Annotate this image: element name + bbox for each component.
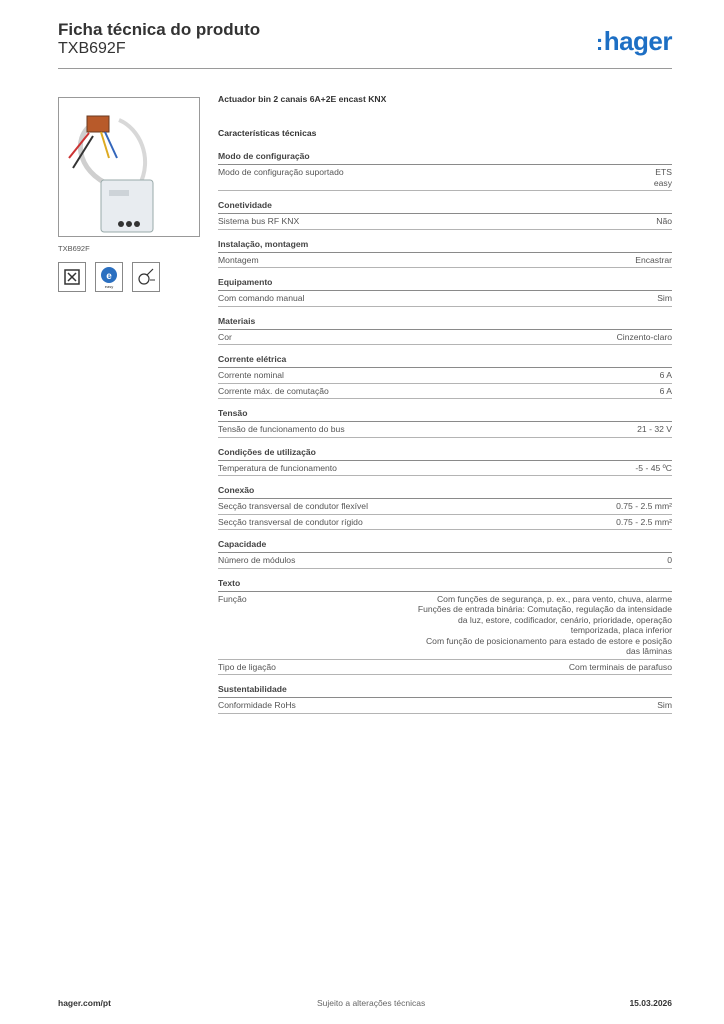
spec-value-line: das lâminas — [626, 646, 672, 656]
section-heading: Equipamento — [218, 277, 672, 291]
spec-row — [218, 368, 672, 384]
spec-value-line: Com funções de segurança, p. ex., para vento, chuva, alarme — [436, 593, 672, 604]
hager-logo: :hager — [595, 26, 672, 56]
spec-row — [218, 422, 672, 438]
spec-value — [660, 370, 672, 381]
spec-value-line: 0.75 - 2.5 mm² — [616, 516, 672, 527]
spec-value-line: 0.75 - 2.5 mm² — [616, 501, 672, 511]
spec-key: Corrente máx. de comutação — [218, 385, 329, 396]
spec-row — [218, 592, 672, 660]
spec-value — [667, 555, 672, 566]
spec-value-line: 21 - 32 V — [637, 424, 672, 434]
spec-section — [218, 578, 672, 676]
spec-key: Cor — [218, 331, 232, 342]
spec-section — [218, 239, 672, 269]
page-title: Ficha técnica do produto — [58, 20, 261, 39]
spec-value — [569, 662, 672, 673]
spec-value-line: Com função de posicionamento para estado de estore e posição — [425, 635, 672, 646]
spec-section — [218, 539, 672, 569]
spec-value-line: Sim — [657, 293, 672, 303]
spec-key: Com comando manual — [218, 293, 305, 303]
spec-row — [218, 461, 672, 477]
spec-key: Secção transversal de condutor rígido — [218, 516, 363, 527]
section-heading: Conetividade — [218, 200, 672, 214]
spec-value — [660, 386, 672, 397]
spec-value — [418, 594, 672, 657]
spec-row — [218, 165, 672, 191]
spec-key: Conformidade RoHs — [218, 700, 296, 710]
spec-key: Tensão de funcionamento do bus — [218, 424, 345, 434]
spec-row — [218, 253, 672, 269]
footer-date: 15.03.2026 — [629, 998, 672, 1008]
spec-key: Tipo de ligação — [218, 661, 276, 672]
spec-value-line: Com terminais de parafuso — [568, 661, 672, 672]
spec-section — [218, 408, 672, 438]
spec-row — [218, 330, 672, 346]
spec-value — [656, 216, 672, 227]
section-heading: Texto — [218, 578, 672, 592]
spec-key: Temperatura de funcionamento — [218, 462, 337, 473]
spec-value — [657, 700, 672, 711]
svg-text:e: e — [106, 271, 112, 282]
spec-value-line: Não — [656, 216, 672, 226]
spec-section — [218, 316, 672, 346]
section-heading: Condições de utilização — [218, 447, 672, 461]
spec-value — [657, 293, 672, 304]
easy-icon — [95, 262, 123, 292]
spec-section — [218, 277, 672, 307]
spec-value — [635, 255, 672, 266]
spec-section — [218, 684, 672, 714]
spec-value-line: 6 A — [659, 385, 672, 396]
spec-key: Sistema bus RF KNX — [218, 216, 300, 226]
section-heading: Capacidade — [218, 539, 672, 553]
badge-row — [58, 262, 160, 292]
ip-protection-icon — [58, 262, 86, 292]
section-heading: Modo de configuração — [218, 151, 672, 165]
section-heading: Conexão — [218, 485, 672, 499]
spec-row — [218, 515, 672, 531]
section-heading: Instalação, montagem — [218, 239, 672, 253]
spec-value-line: Funções de entrada binária: Comutação, regulação da intensidade — [417, 604, 672, 614]
spec-section — [218, 151, 672, 191]
spec-row — [218, 384, 672, 400]
spec-value-line: ETS — [655, 167, 672, 177]
section-heading: Tensão — [218, 408, 672, 422]
wiring-icon — [132, 262, 160, 292]
spec-value-line: temporizada, placa inferior — [570, 625, 672, 635]
spec-value — [635, 463, 672, 474]
section-heading: Sustentabilidade — [218, 684, 672, 698]
header-divider — [58, 68, 672, 69]
spec-sections — [218, 151, 672, 714]
spec-row — [218, 698, 672, 714]
svg-text:easy: easy — [104, 284, 114, 289]
spec-value-line: Cinzento-claro — [616, 331, 672, 342]
product-name: Actuador bin 2 canais 6A+2E encast KNX — [218, 94, 387, 104]
spec-row — [218, 660, 672, 676]
footer-note: Sujeito a alterações técnicas — [317, 998, 426, 1008]
spec-key: Secção transversal de condutor flexível — [218, 501, 368, 511]
product-code: TXB692F — [58, 40, 126, 57]
spec-key: Função — [218, 593, 247, 604]
section-heading: Materiais — [218, 316, 672, 330]
spec-table — [218, 94, 672, 723]
spec-key: Corrente nominal — [218, 370, 284, 380]
spec-value — [637, 424, 672, 435]
brand-name: hager — [603, 26, 672, 56]
spec-value-line: Sim — [657, 700, 672, 710]
spec-section — [218, 354, 672, 399]
section-heading: Corrente elétrica — [218, 354, 672, 368]
spec-value — [616, 501, 672, 512]
spec-row — [218, 291, 672, 307]
spec-row — [218, 553, 672, 569]
footer-url[interactable]: hager.com/pt — [58, 998, 111, 1008]
product-photo — [58, 97, 200, 237]
spec-value-line: easy — [653, 177, 672, 188]
spec-key: Montagem — [218, 254, 259, 265]
spec-value-line: 6 A — [659, 370, 672, 380]
spec-value — [616, 517, 672, 528]
spec-value-line: da luz, estore, codificador, cenário, prioridade, operação — [457, 614, 672, 625]
spec-key: Modo de configuração suportado — [218, 167, 344, 177]
spec-section — [218, 200, 672, 230]
spec-section — [218, 485, 672, 530]
spec-value-line: -5 - 45 ºC — [635, 462, 672, 473]
spec-row — [218, 214, 672, 230]
spec-row — [218, 499, 672, 515]
spec-value-line: 0 — [667, 555, 672, 565]
tech-characteristics-title: Características técnicas — [218, 128, 317, 138]
spec-key: Número de módulos — [218, 555, 296, 565]
spec-value-line: Encastrar — [635, 254, 672, 265]
spec-value — [617, 332, 672, 343]
photo-caption: TXB692F — [58, 244, 90, 253]
spec-value — [654, 167, 672, 188]
spec-section — [218, 447, 672, 477]
